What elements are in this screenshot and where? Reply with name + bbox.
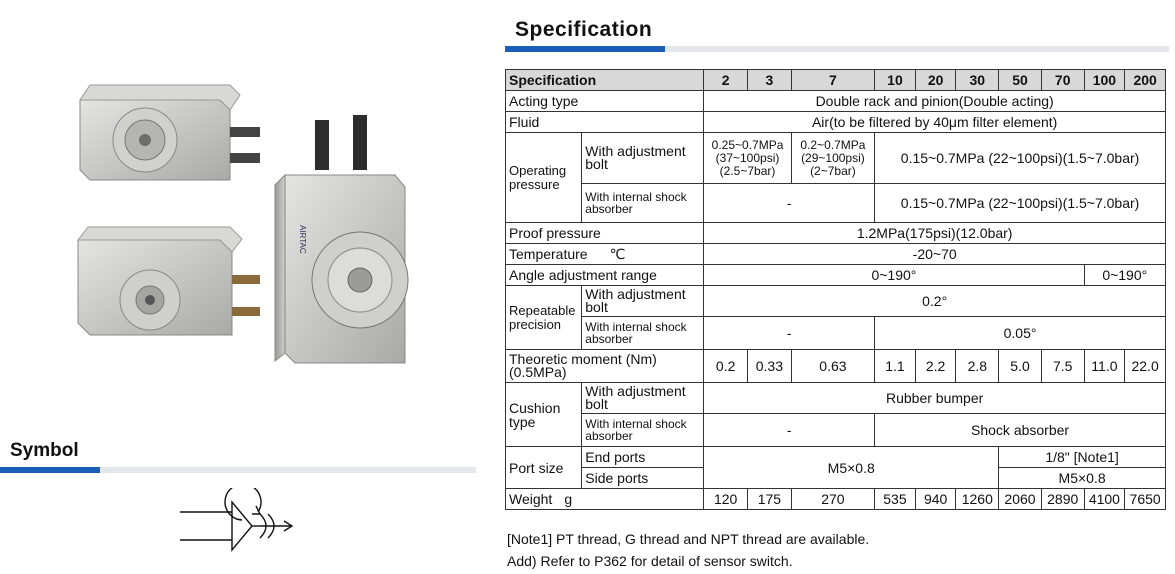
temperature-label: Temperature	[509, 246, 588, 262]
acting-type-label: Acting type	[506, 91, 704, 112]
weight-value: 2890	[1041, 489, 1084, 510]
cushion-label: Cushion type	[506, 383, 582, 447]
cushion-shock-label: With internal shock absorber	[582, 414, 704, 447]
proof-pressure-label: Proof pressure	[506, 223, 704, 244]
weight-value: 2060	[999, 489, 1042, 510]
repeatable-shock-row	[506, 317, 1166, 350]
weight-value: 535	[875, 489, 916, 510]
temperature-value: -20~70	[704, 244, 1166, 265]
moment-value: 7.5	[1041, 350, 1084, 383]
op-shock-size-10-200: 0.15~0.7MPa (22~100psi)(1.5~7.0bar)	[875, 184, 1166, 223]
cushion-bolt-row	[506, 383, 1166, 414]
rotary-actuator-symbol	[180, 488, 300, 552]
size-col: 2	[704, 70, 748, 91]
moment-label: Theoretic moment (Nm)(0.5MPa)	[506, 350, 704, 383]
weight-unit: g	[564, 491, 573, 507]
temperature-label-cell	[506, 244, 704, 265]
angle-row	[506, 265, 1166, 286]
cushion-bolt-value: Rubber bumper	[704, 383, 1166, 414]
weight-value: 175	[748, 489, 792, 510]
op-shock-label: With internal shock absorber	[582, 184, 704, 223]
rep-with-bolt-label: With adjustment bolt	[582, 286, 704, 317]
size-col: 3	[748, 70, 792, 91]
port-side-70-200: M5×0.8	[999, 468, 1166, 489]
weight-value: 4100	[1084, 489, 1125, 510]
operating-pressure-bolt-row	[506, 133, 1166, 184]
fluid-row	[506, 112, 1166, 133]
operating-pressure-shock-row	[506, 184, 1166, 223]
weight-row	[506, 489, 1166, 510]
fluid-value: Air(to be filtered by 40μm filter element)	[704, 112, 1166, 133]
moment-value: 0.33	[748, 350, 792, 383]
rep-shock-size-10-200: 0.05°	[875, 317, 1166, 350]
repeatable-bolt-row	[506, 286, 1166, 317]
port-size-2-50: M5×0.8	[704, 447, 999, 489]
cushion-shock-row	[506, 414, 1166, 447]
fluid-label: Fluid	[506, 112, 704, 133]
op-bolt-size-2: 0.25~0.7MPa (37~100psi) (2.5~7bar)	[704, 133, 791, 184]
rep-shock-size-2-7: -	[704, 317, 875, 350]
photo-model-text: AIRTAC	[298, 225, 307, 254]
note-sensor: Add) Refer to P362 for detail of sensor switch.	[507, 553, 793, 569]
weight-value: 940	[915, 489, 956, 510]
repeatable-label: Repeatable precision	[506, 286, 582, 350]
product-photo	[70, 75, 420, 375]
actuator-vertical	[275, 115, 408, 363]
size-col: 70	[1041, 70, 1084, 91]
op-bolt-size-10-200: 0.15~0.7MPa (22~100psi)(1.5~7.0bar)	[875, 133, 1166, 184]
weight-label-cell	[506, 489, 704, 510]
rep-bolt-value: 0.2°	[704, 286, 1166, 317]
moment-value: 0.63	[791, 350, 874, 383]
note-thread: [Note1] PT thread, G thread and NPT thread are available.	[507, 531, 870, 547]
size-col: 200	[1125, 70, 1166, 91]
temperature-row	[506, 244, 1166, 265]
port-end-70-200: 1/8" [Note1]	[999, 447, 1166, 468]
port-size-label: Port size	[506, 447, 582, 489]
actuator-horizontal-bottom	[78, 227, 260, 335]
moment-value: 2.8	[956, 350, 999, 383]
weight-value: 1260	[956, 489, 999, 510]
size-col: 10	[875, 70, 916, 91]
moment-value: 0.2	[704, 350, 748, 383]
moment-value: 1.1	[875, 350, 916, 383]
size-col: 20	[915, 70, 956, 91]
moment-value: 22.0	[1125, 350, 1166, 383]
size-col: 50	[999, 70, 1042, 91]
moment-value: 2.2	[915, 350, 956, 383]
size-col: 30	[956, 70, 999, 91]
moment-value: 11.0	[1084, 350, 1125, 383]
operating-pressure-label: Operating pressure	[506, 133, 582, 223]
spec-header-row	[506, 70, 1166, 91]
rep-shock-label: With internal shock absorber	[582, 317, 704, 350]
actuator-horizontal-top	[80, 85, 260, 180]
spec-heading-rule	[505, 46, 1169, 52]
spec-heading: Specification	[515, 18, 653, 41]
weight-value: 120	[704, 489, 748, 510]
angle-size-100-200: 0~190°	[1084, 265, 1165, 286]
cushion-shock-size-10-200: Shock absorber	[875, 414, 1166, 447]
symbol-heading-rule	[0, 467, 476, 473]
spec-header-label: Specification	[506, 70, 704, 91]
proof-pressure-row	[506, 223, 1166, 244]
moment-row	[506, 350, 1166, 383]
weight-value: 7650	[1125, 489, 1166, 510]
angle-label: Angle adjustment range	[506, 265, 704, 286]
spec-table	[505, 69, 1166, 510]
size-col: 7	[791, 70, 874, 91]
symbol-heading: Symbol	[10, 440, 79, 461]
op-bolt-size-3-7: 0.2~0.7MPa (29~100psi) (2~7bar)	[791, 133, 874, 184]
moment-value: 5.0	[999, 350, 1042, 383]
angle-size-2-70: 0~190°	[704, 265, 1084, 286]
port-end-row	[506, 447, 1166, 468]
cushion-with-bolt-label: With adjustment bolt	[582, 383, 704, 414]
op-shock-size-2-7: -	[704, 184, 875, 223]
acting-type-row	[506, 91, 1166, 112]
weight-label: Weight	[509, 491, 553, 507]
port-side-label: Side ports	[582, 468, 704, 489]
weight-value: 270	[791, 489, 874, 510]
temperature-unit: ℃	[609, 246, 626, 262]
acting-type-value: Double rack and pinion(Double acting)	[704, 91, 1166, 112]
proof-pressure-value: 1.2MPa(175psi)(12.0bar)	[704, 223, 1166, 244]
port-end-label: End ports	[582, 447, 704, 468]
cushion-shock-size-2-7: -	[704, 414, 875, 447]
op-with-bolt-label: With adjustment bolt	[582, 133, 704, 184]
size-col: 100	[1084, 70, 1125, 91]
